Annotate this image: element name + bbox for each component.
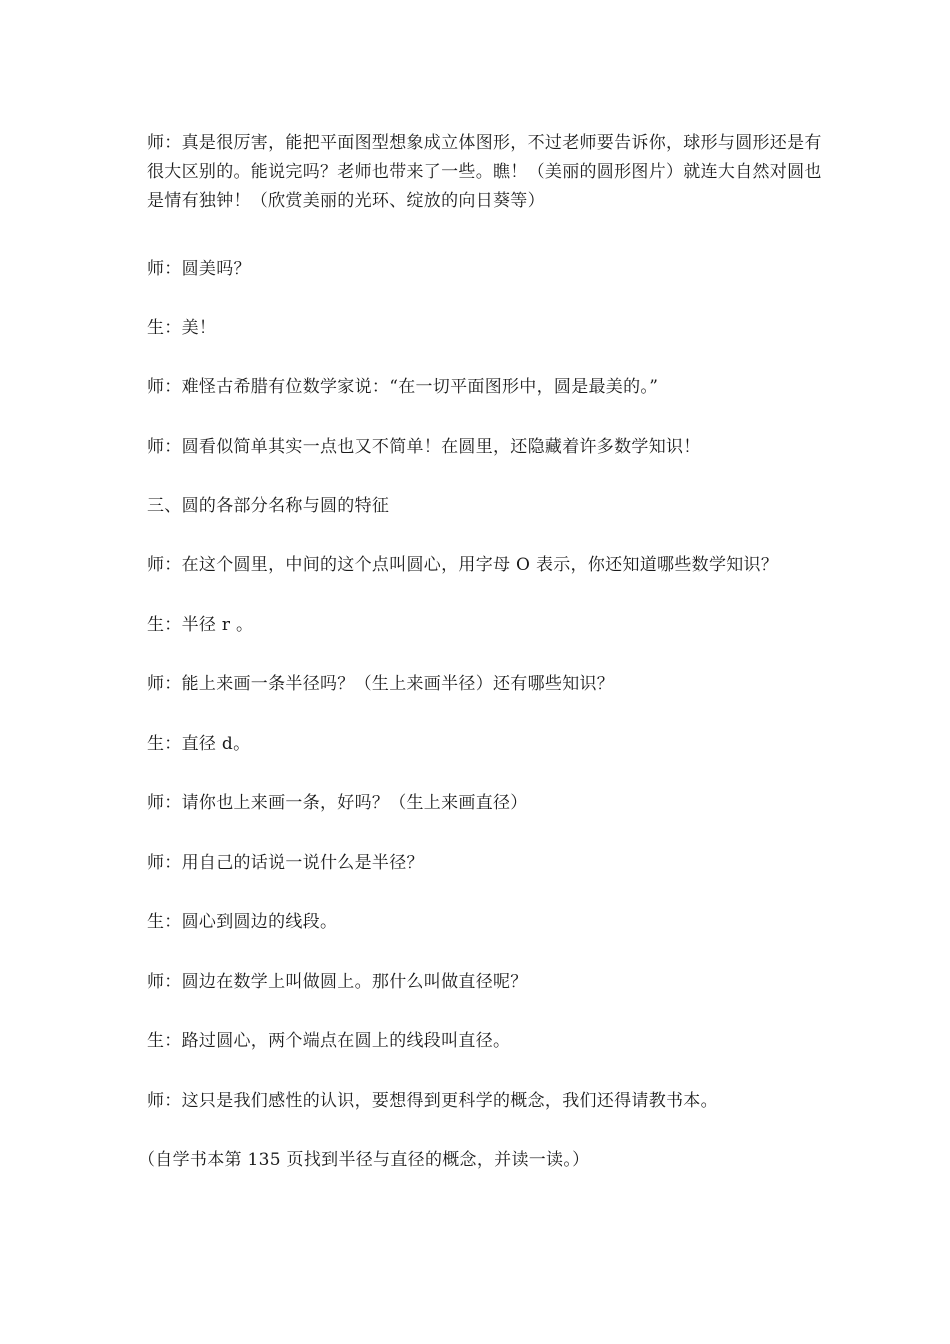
paragraph-student-answer: 生：美！ [147,318,217,338]
paragraph-diameter: 生：直径 d。 [147,734,251,754]
paragraph-self-study: （自学书本第 135 页找到半径与直径的概念，并读一读。） [138,1150,590,1170]
paragraph-radius-answer: 生：圆心到圆边的线段。 [147,912,338,932]
paragraph-textbook: 师：这只是我们感性的认识，要想得到更科学的概念，我们还得请教书本。 [147,1091,718,1111]
paragraph-quote: 师：难怪古希腊有位数学家说：“在一切平面图形中，圆是最美的。” [147,377,659,397]
paragraph-define-diameter: 师：圆边在数学上叫做圆上。那什么叫做直径呢？ [147,972,528,992]
paragraph-center: 师：在这个圆里，中间的这个点叫圆心，用字母 O 表示，你还知道哪些数学知识？ [147,555,779,575]
paragraph-draw-radius: 师：能上来画一条半径吗？（生上来画半径）还有哪些知识？ [147,674,615,694]
paragraph-diameter-answer: 生：路过圆心，两个端点在圆上的线段叫直径。 [147,1031,511,1051]
paragraph-draw-diameter: 师：请你也上来画一条，好吗？（生上来画直径） [147,793,528,813]
paragraph-radius: 生：半径 r 。 [147,615,254,635]
paragraph-intro: 师：真是很厉害，能把平面图型想象成立体图形，不过老师要告诉你，球形与圆形还是有很大区别的。能说完吗？老师也带来了一些。瞧！（美丽的圆形图片）就连大自然对圆也是情有独钟！（欣赏美丽的光环、绽放的向日葵等） [147,133,822,211]
section-heading: 三、圆的各部分名称与圆的特征 [147,496,390,516]
paragraph-hidden-knowledge: 师：圆看似简单其实一点也又不简单！在圆里，还隐藏着许多数学知识！ [147,437,701,457]
paragraph-define-radius: 师：用自己的话说一说什么是半径？ [147,853,424,873]
paragraph-teacher-question: 师：圆美吗？ [147,259,251,279]
